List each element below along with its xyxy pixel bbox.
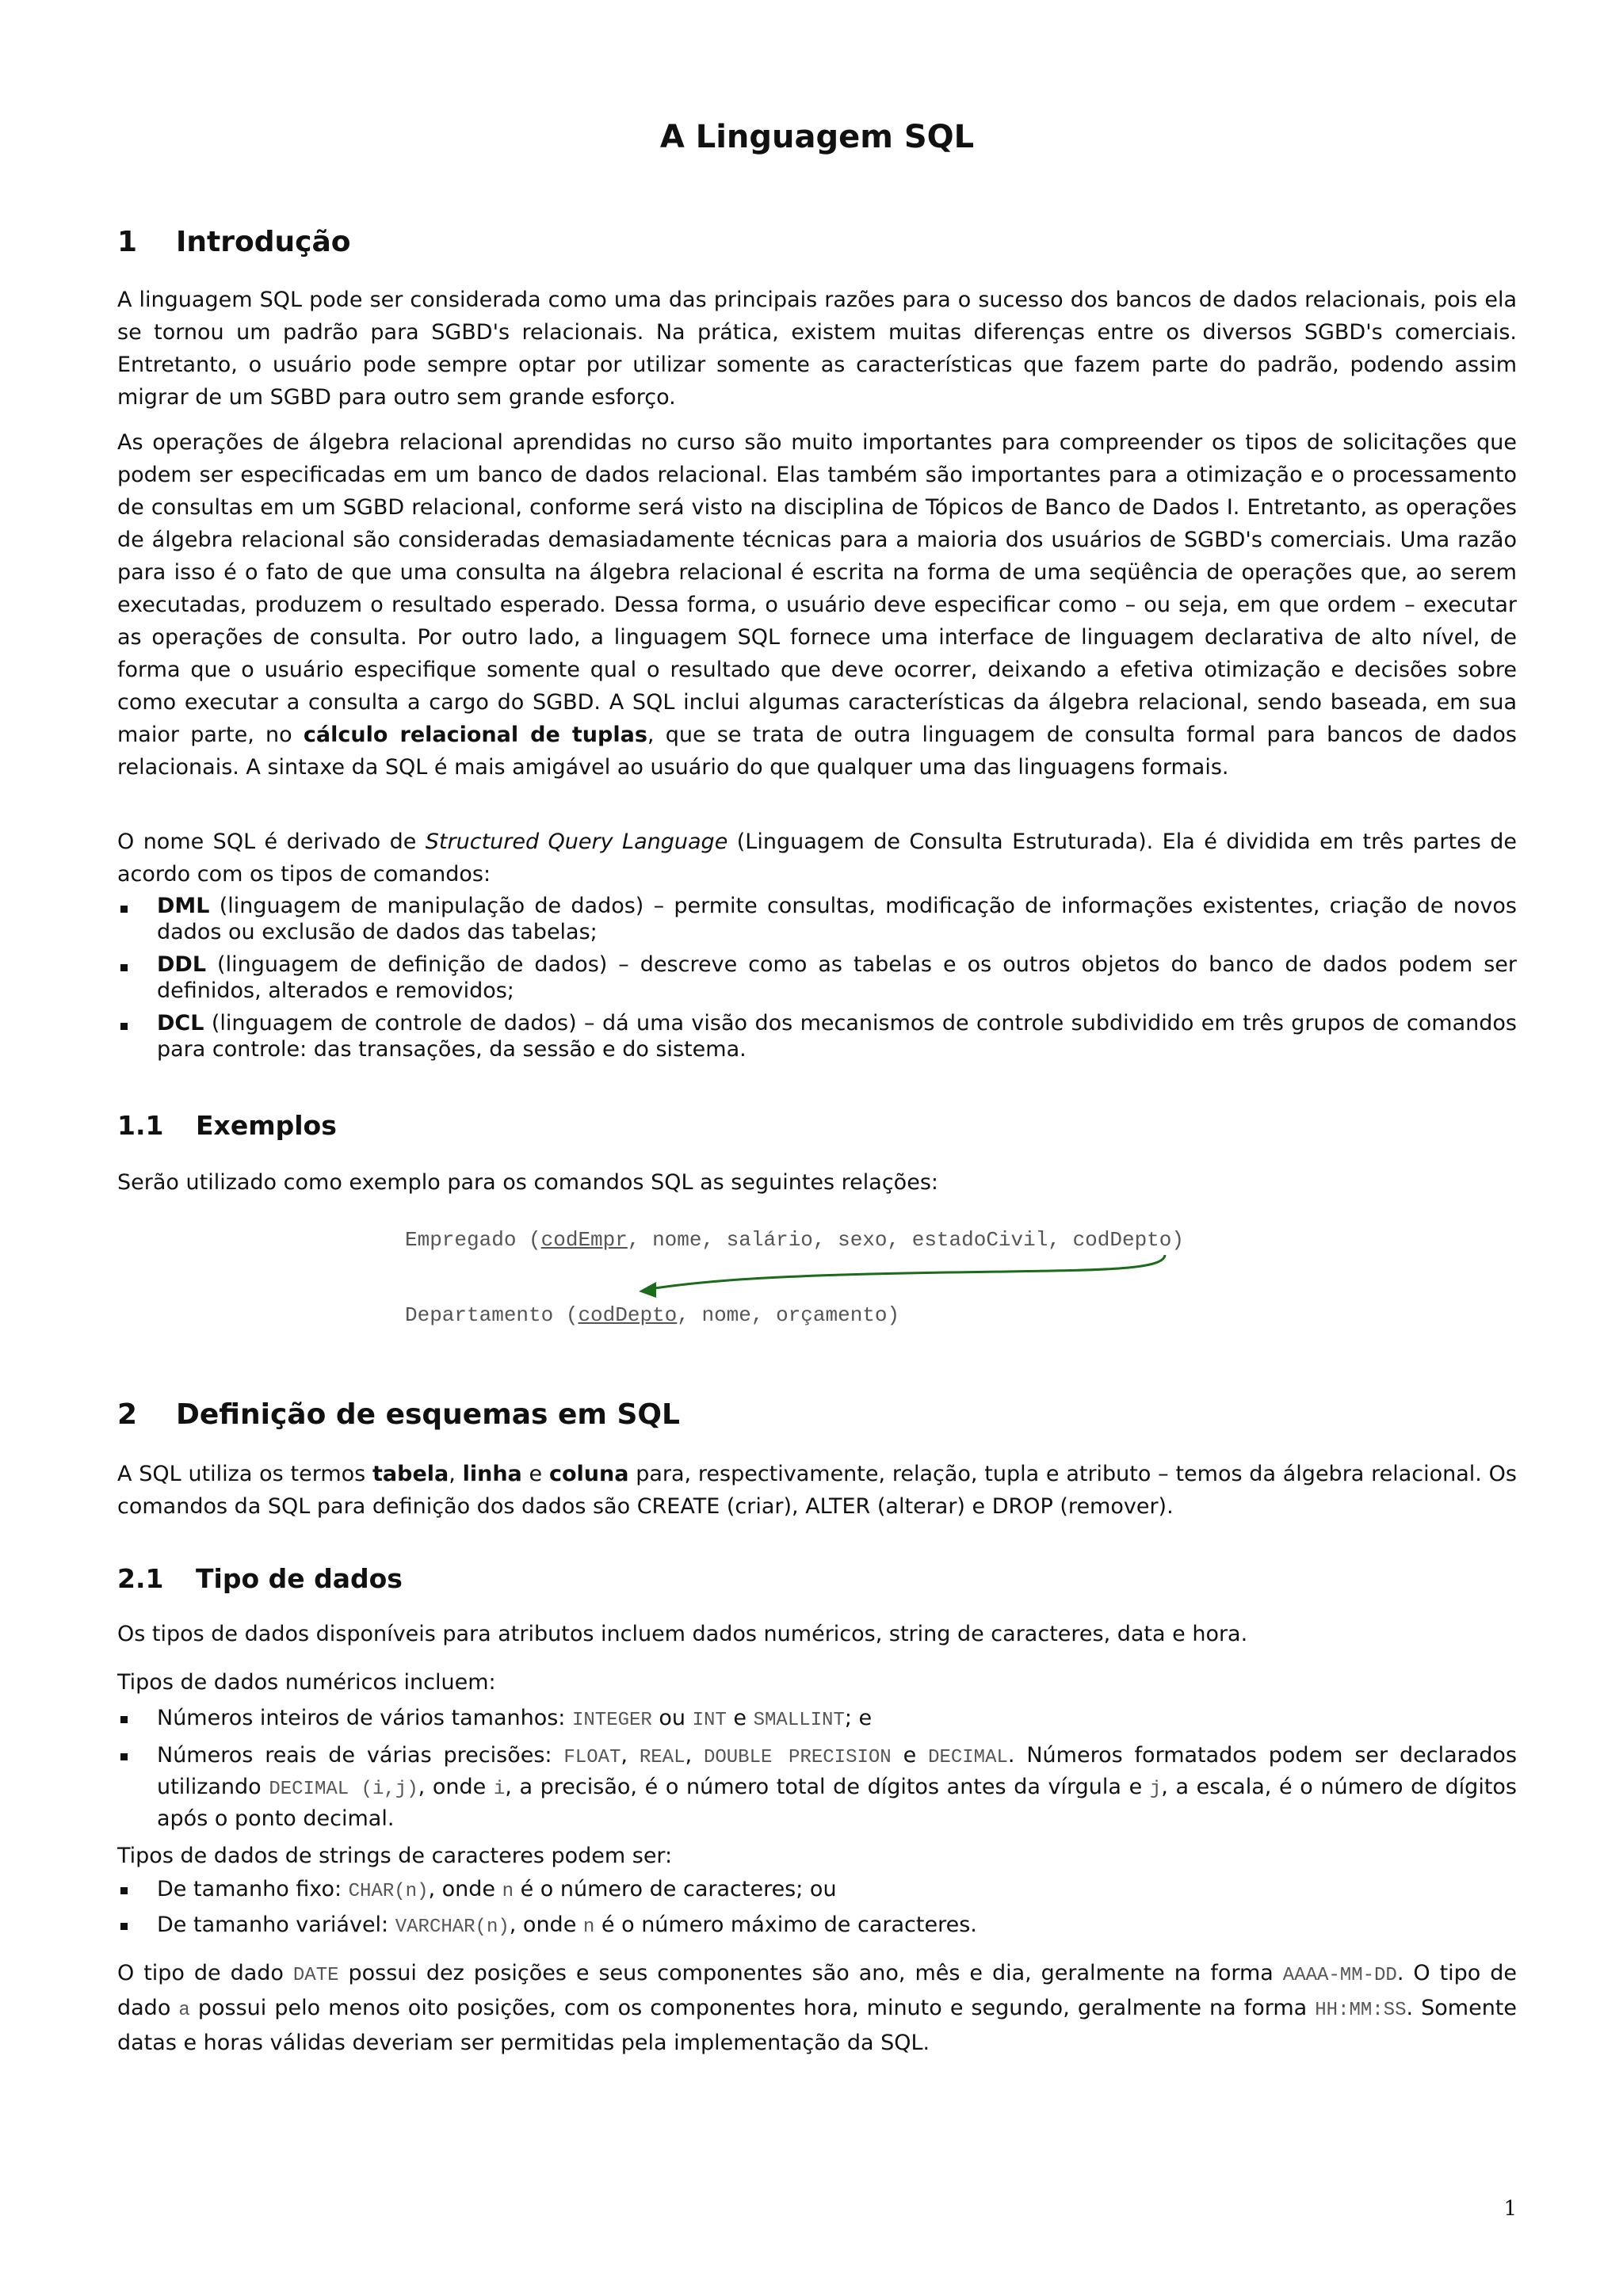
section-title: Exemplos <box>196 1110 337 1141</box>
date-time-paragraph: O tipo de dado DATE possui dez posições e seus componentes são ano, mês e dia, geralmente na forma AAAA-MM-DD. O tipo de dado a possui pelo menos oito posições, com os componentes hora, minuto e segundo, geralmente na forma HH:MM:SS. Somente datas e horas válidas deveriam ser permitidas pela implementação da SQL. <box>117 1961 1518 2055</box>
examples-intro: Serão utilizado como exemplo para os comandos SQL as seguintes relações: <box>117 1170 938 1195</box>
section-title: Definição de esquemas em SQL <box>176 1398 680 1431</box>
command-types-list <box>117 893 1517 1062</box>
list-item: DCL (linguagem de controle de dados) – dá uma visão dos mecanismos de controle subdividido em três grupos de comandos para controle: das transações, da sessão e do sistema. <box>117 1010 1517 1062</box>
section-number: 2.1 <box>117 1563 164 1594</box>
relation-departamento: Departamento (codDepto, nome, orçamento) <box>405 1303 900 1327</box>
section-number: 2 <box>117 1398 138 1431</box>
section-title: Introdução <box>176 226 351 258</box>
list-item: Números inteiros de vários tamanhos: INTEGER ou INT e SMALLINT; e <box>117 1703 1517 1735</box>
numeric-types-list <box>117 1703 1517 1833</box>
italic-term: Structured Query Language <box>425 830 728 854</box>
section-1-1-heading <box>117 1109 337 1142</box>
section-title: Tipo de dados <box>196 1563 403 1594</box>
list-item: De tamanho fixo: CHAR(n), onde n é o número de caracteres; ou <box>117 1875 1517 1906</box>
numeric-types-intro: Tipos de dados numéricos incluem: <box>117 1670 496 1695</box>
list-item: DML (linguagem de manipulação de dados) – permite consultas, modificação de informações existentes, criação de novos dados ou exclusão de dados das tabelas; <box>117 893 1517 945</box>
list-item: DDL (linguagem de definição de dados) – descreve como as tabelas e os outros objetos do banco de dados podem ser definidos, alterados e removidos; <box>117 952 1517 1004</box>
intro-paragraph-3: O nome SQL é derivado de Structured Query Language (Linguagem de Consulta Estruturada). Ela é dividida em três partes de acordo com os tipos de comandos: <box>117 830 1517 887</box>
schema-paragraph: A SQL utiliza os termos tabela, linha e coluna para, respectivamente, relação, tupla e atributo – temos da álgebra relacional. Os comandos da SQL para definição dos dados são CREATE (criar), ALTER (alterar) e DROP (remover). <box>117 1462 1517 1519</box>
list-item: Números reais de várias precisões: FLOAT, REAL, DOUBLE PRECISION e DECIMAL. Números formatados podem ser declarados utilizando DECIMAL (i,j), onde i, a precisão, é o número total de dígitos antes da vírgula e j, a escala, é o número de dígitos após o ponto decimal. <box>117 1741 1517 1833</box>
relation-empregado: Empregado (codEmpr, nome, salário, sexo, estadoCivil, codDepto) <box>405 1228 1184 1252</box>
arrow-head-icon <box>639 1282 656 1298</box>
foreign-key: codDepto <box>1072 1228 1172 1252</box>
list-item: De tamanho variável: VARCHAR(n), onde n é o número máximo de caracteres. <box>117 1910 1517 1942</box>
page-number: 1 <box>1503 2197 1517 2221</box>
intro-paragraph-1: A linguagem SQL pode ser considerada como uma das principais razões para o sucesso dos bancos de dados relacionais, pois ela se tornou um padrão para SGBD's relacionais. Na prática, existem muitas diferenças entre os diversos SGBD's comerciais. Entretanto, o usuário pode sempre optar por utilizar somente as características que fazem parte do padrão, podendo assim migrar de um SGBD para outro sem grande esforço. <box>117 288 1517 410</box>
string-types-list <box>117 1875 1517 1942</box>
primary-key: codDepto <box>578 1303 678 1327</box>
bold-term: cálculo relacional de tuplas <box>303 723 647 747</box>
document-title: A Linguagem SQL <box>659 119 975 155</box>
section-2-heading <box>117 1397 680 1433</box>
primary-key: codEmpr <box>540 1228 628 1252</box>
intro-paragraph-2: As operações de álgebra relacional aprendidas no curso são muito importantes para compreender os tipos de solicitações que podem ser especificadas em um banco de dados relacional. Elas também são importantes para a otimização e o processamento de consultas em um SGBD relacional, conforme será visto na disciplina de Tópicos de Banco de Dados I. Entretanto, as operações de álgebra relacional são consideradas demasiadamente técnicas para a maioria dos usuários de SGBD's comerciais. Uma razão para isso é o fato de que uma consulta na álgebra relacional é escrita na forma de uma seqüência de operações que, ao serem executadas, produzem o resultado esperado. Dessa forma, o usuário deve especificar como – ou seja, em que ordem – executar as operações de consulta. Por outro lado, a linguagem SQL fornece uma interface de linguagem declarativa de alto nível, de forma que o usuário especifique somente qual o resultado que deve ocorrer, deixando a efetiva otimização e decisões sobre como executar a consulta a cargo do SGBD. A SQL inclui algumas características da álgebra relacional, sendo baseada, em sua maior parte, no cálculo relacional de tuplas, que se trata de outra linguagem de consulta formal para bancos de dados relacionais. A sintaxe da SQL é mais amigável ao usuário do que qualquer uma das linguagens formais. <box>117 430 1517 780</box>
section-2-1-heading <box>117 1562 403 1596</box>
section-number: 1 <box>117 226 138 258</box>
datatypes-paragraph: Os tipos de dados disponíveis para atributos incluem dados numéricos, string de caracteres, data e hora. <box>117 1622 1248 1646</box>
section-1-heading <box>117 224 350 261</box>
section-number: 1.1 <box>117 1110 164 1141</box>
arrow-curve <box>644 1255 1165 1290</box>
string-types-intro: Tipos de dados de strings de caracteres podem ser: <box>117 1844 673 1868</box>
